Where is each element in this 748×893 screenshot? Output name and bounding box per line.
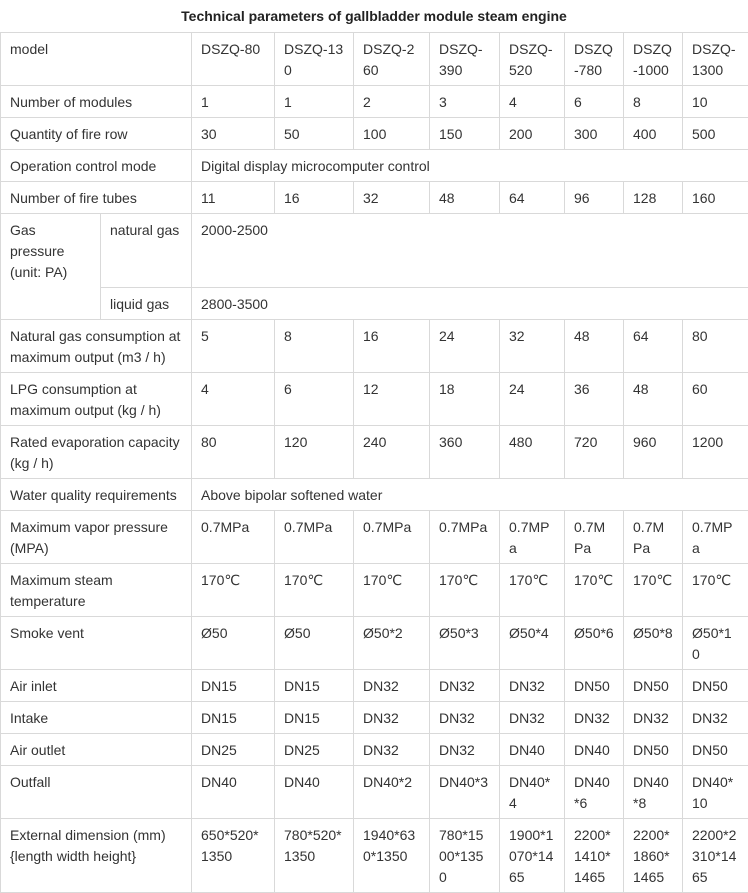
table-cell: 0.7MPa	[354, 511, 430, 564]
table-cell: 0.7MPa	[500, 511, 565, 564]
table-cell: 11	[192, 182, 275, 214]
table-cell: 170℃	[430, 564, 500, 617]
table-cell: DN32	[500, 702, 565, 734]
table-cell: 0.7MPa	[192, 511, 275, 564]
table-row	[1, 564, 748, 617]
table-row	[1, 479, 748, 511]
table-row	[1, 33, 748, 86]
table-cell: DN15	[275, 670, 354, 702]
table-cell: 170℃	[192, 564, 275, 617]
table-row	[1, 86, 748, 118]
row-label: Water quality requirements	[1, 479, 192, 511]
table-cell: 780*1500*1350	[430, 819, 500, 893]
row-label: Maximum vapor pressure (MPA)	[1, 511, 192, 564]
row-label: Gas pressure (unit: PA)	[1, 214, 101, 320]
row-sub-label: natural gas	[101, 214, 192, 288]
table-cell: DN32	[683, 702, 748, 734]
table-cell: 150	[430, 118, 500, 150]
row-label: LPG consumption at maximum output (kg / h)	[1, 373, 192, 426]
table-cell: 2	[354, 86, 430, 118]
table-cell: DN32	[354, 670, 430, 702]
table-cell: DN32	[354, 734, 430, 766]
table-cell: 24	[430, 320, 500, 373]
table-cell: DSZQ-780	[565, 33, 624, 86]
table-cell: 48	[430, 182, 500, 214]
table-cell: 32	[500, 320, 565, 373]
row-span-value: Digital display microcomputer control	[192, 150, 748, 182]
table-cell: DN40	[500, 734, 565, 766]
table-cell: DSZQ-1300	[683, 33, 748, 86]
table-cell: 0.7MPa	[624, 511, 683, 564]
table-row	[1, 182, 748, 214]
table-cell: 500	[683, 118, 748, 150]
table-cell: 480	[500, 426, 565, 479]
table-cell: 4	[500, 86, 565, 118]
table-cell: 170℃	[275, 564, 354, 617]
table-cell: Ø50*4	[500, 617, 565, 670]
table-cell: DSZQ-80	[192, 33, 275, 86]
table-cell: 240	[354, 426, 430, 479]
table-cell: 0.7MPa	[565, 511, 624, 564]
table-cell: 1	[275, 86, 354, 118]
table-row	[1, 426, 748, 479]
table-cell: 300	[565, 118, 624, 150]
table-cell: 30	[192, 118, 275, 150]
table-cell: 2200*1410*1465	[565, 819, 624, 893]
row-label: Operation control mode	[1, 150, 192, 182]
table-cell: 48	[624, 373, 683, 426]
table-row	[1, 766, 748, 819]
table-cell: 5	[192, 320, 275, 373]
table-cell: DN40*3	[430, 766, 500, 819]
table-cell: DN25	[275, 734, 354, 766]
table-cell: 1940*630*1350	[354, 819, 430, 893]
row-label: Outfall	[1, 766, 192, 819]
table-cell: 60	[683, 373, 748, 426]
table-cell: DN32	[624, 702, 683, 734]
table-cell: DN40*2	[354, 766, 430, 819]
table-cell: 170℃	[565, 564, 624, 617]
table-cell: 400	[624, 118, 683, 150]
table-cell: 170℃	[624, 564, 683, 617]
table-cell: 16	[275, 182, 354, 214]
row-sub-label: liquid gas	[101, 288, 192, 320]
row-label: External dimension (mm) {length width height}	[1, 819, 192, 893]
row-label: Air inlet	[1, 670, 192, 702]
table-cell: 8	[624, 86, 683, 118]
table-cell: 1900*1070*1465	[500, 819, 565, 893]
table-cell: 12	[354, 373, 430, 426]
table-cell: DSZQ-390	[430, 33, 500, 86]
table-row	[1, 214, 748, 288]
table-cell: DN50	[683, 670, 748, 702]
table-cell: DN15	[192, 670, 275, 702]
table-row	[1, 819, 748, 893]
table-cell: DN15	[275, 702, 354, 734]
table-cell: 10	[683, 86, 748, 118]
table-cell: DN50	[624, 670, 683, 702]
row-label: Smoke vent	[1, 617, 192, 670]
table-cell: 960	[624, 426, 683, 479]
table-cell: 2200*2310*1465	[683, 819, 748, 893]
row-label: model	[1, 33, 192, 86]
row-label: Quantity of fire row	[1, 118, 192, 150]
table-cell: DN15	[192, 702, 275, 734]
table-cell: 8	[275, 320, 354, 373]
table-cell: 0.7MPa	[683, 511, 748, 564]
table-row	[1, 617, 748, 670]
spec-table	[0, 32, 748, 893]
table-cell: Ø50*3	[430, 617, 500, 670]
table-cell: 120	[275, 426, 354, 479]
table-row	[1, 320, 748, 373]
table-cell: 64	[500, 182, 565, 214]
table-cell: 18	[430, 373, 500, 426]
table-cell: 200	[500, 118, 565, 150]
table-cell: 160	[683, 182, 748, 214]
row-label: Number of fire tubes	[1, 182, 192, 214]
table-row	[1, 118, 748, 150]
table-cell: Ø50*2	[354, 617, 430, 670]
table-row	[1, 288, 748, 320]
table-cell: DN50	[683, 734, 748, 766]
row-label: Number of modules	[1, 86, 192, 118]
table-cell: 720	[565, 426, 624, 479]
table-cell: DN40*10	[683, 766, 748, 819]
table-cell: Ø50*10	[683, 617, 748, 670]
table-cell: DN40	[192, 766, 275, 819]
table-cell: 2200*1860*1465	[624, 819, 683, 893]
table-cell: DN32	[430, 702, 500, 734]
table-cell: 32	[354, 182, 430, 214]
row-label: Rated evaporation capacity (kg / h)	[1, 426, 192, 479]
table-cell: Ø50	[275, 617, 354, 670]
table-cell: 170℃	[500, 564, 565, 617]
table-cell: Ø50	[192, 617, 275, 670]
table-cell: 1200	[683, 426, 748, 479]
row-label: Air outlet	[1, 734, 192, 766]
table-cell: 50	[275, 118, 354, 150]
row-span-value: 2800-3500	[192, 288, 748, 320]
table-cell: DSZQ-130	[275, 33, 354, 86]
table-cell: DN32	[500, 670, 565, 702]
table-cell: 170℃	[354, 564, 430, 617]
table-row	[1, 734, 748, 766]
table-cell: DN32	[430, 670, 500, 702]
table-cell: 80	[683, 320, 748, 373]
table-cell: DSZQ-260	[354, 33, 430, 86]
table-cell: 16	[354, 320, 430, 373]
table-cell: 3	[430, 86, 500, 118]
table-cell: 80	[192, 426, 275, 479]
table-title: Technical parameters of gallbladder module steam engine	[0, 0, 748, 32]
row-label: Maximum steam temperature	[1, 564, 192, 617]
row-label: Intake	[1, 702, 192, 734]
table-cell: DN50	[624, 734, 683, 766]
table-cell: 780*520*1350	[275, 819, 354, 893]
table-cell: DN32	[430, 734, 500, 766]
table-cell: DN50	[565, 670, 624, 702]
table-cell: 0.7MPa	[430, 511, 500, 564]
table-cell: DN25	[192, 734, 275, 766]
table-cell: DN32	[565, 702, 624, 734]
table-cell: 360	[430, 426, 500, 479]
table-cell: 4	[192, 373, 275, 426]
table-cell: DN40	[275, 766, 354, 819]
table-cell: DN40	[565, 734, 624, 766]
table-cell: 48	[565, 320, 624, 373]
table-cell: 0.7MPa	[275, 511, 354, 564]
table-cell: 170℃	[683, 564, 748, 617]
table-cell: DN40*6	[565, 766, 624, 819]
table-row	[1, 150, 748, 182]
table-row	[1, 670, 748, 702]
row-span-value: Above bipolar softened water	[192, 479, 748, 511]
table-cell: 128	[624, 182, 683, 214]
table-cell: 100	[354, 118, 430, 150]
table-cell: Ø50*8	[624, 617, 683, 670]
table-cell: 650*520*1350	[192, 819, 275, 893]
table-cell: Ø50*6	[565, 617, 624, 670]
table-cell: DN40*8	[624, 766, 683, 819]
table-cell: 96	[565, 182, 624, 214]
table-cell: DN40*4	[500, 766, 565, 819]
table-cell: DN32	[354, 702, 430, 734]
table-cell: 6	[275, 373, 354, 426]
table-cell: 6	[565, 86, 624, 118]
table-row	[1, 702, 748, 734]
table-cell: DSZQ-520	[500, 33, 565, 86]
table-cell: 24	[500, 373, 565, 426]
table-cell: 1	[192, 86, 275, 118]
table-cell: 64	[624, 320, 683, 373]
table-cell: 36	[565, 373, 624, 426]
table-cell: DSZQ-1000	[624, 33, 683, 86]
table-row	[1, 511, 748, 564]
row-label: Natural gas consumption at maximum output (m3 / h)	[1, 320, 192, 373]
row-span-value: 2000-2500	[192, 214, 748, 288]
table-row	[1, 373, 748, 426]
